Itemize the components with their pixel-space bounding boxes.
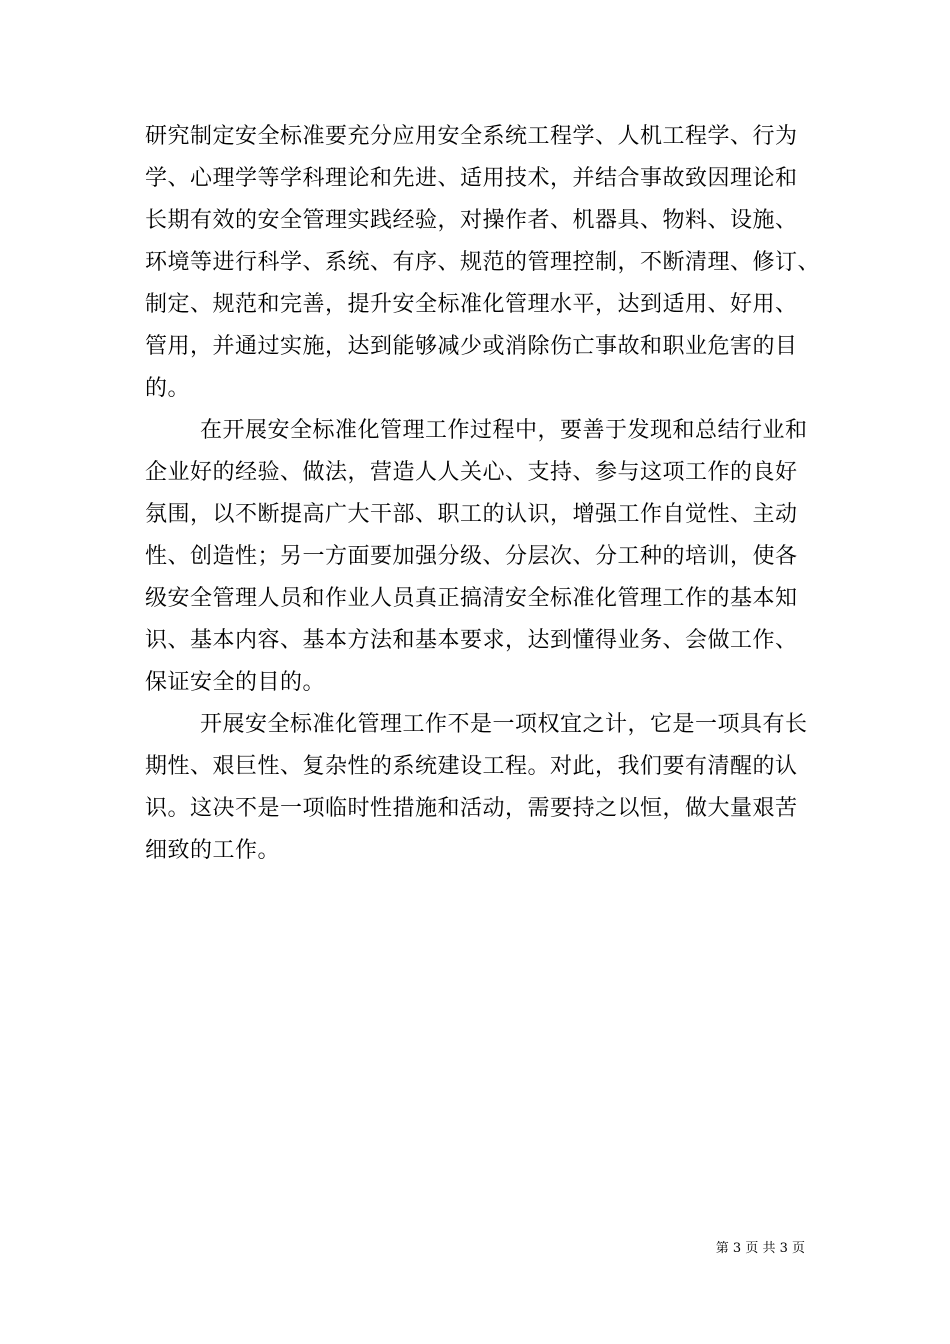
text-line: 开展安全标准化管理工作不是一项权宜之计，它是一项具有长 <box>200 712 808 737</box>
page-number-footer: 第 3 页 共 3 页 <box>715 1241 805 1256</box>
paragraph-2 <box>145 410 835 704</box>
paragraph-3 <box>145 704 835 872</box>
paragraph-1 <box>145 116 835 410</box>
text-line: 长期有效的安全管理实践经验，对操作者、机器具、物料、设施、 <box>145 208 798 233</box>
text-line: 环境等进行科学、系统、有序、规范的管理控制，不断清理、修订、 <box>145 250 821 275</box>
text-line: 识、基本内容、基本方法和基本要求，达到懂得业务、会做工作、 <box>145 628 798 653</box>
text-line: 级安全管理人员和作业人员真正搞清安全标准化管理工作的基本知 <box>145 586 798 611</box>
text-line: 企业好的经验、做法，营造人人关心、支持、参与这项工作的良好 <box>145 460 798 485</box>
text-line: 性、创造性；另一方面要加强分级、分层次、分工种的培训，使各 <box>145 544 798 569</box>
text-line: 管用，并通过实施，达到能够减少或消除伤亡事故和职业危害的目 <box>145 334 798 359</box>
text-line: 学、心理学等学科理论和先进、适用技术，并结合事故致因理论和 <box>145 166 798 191</box>
text-line: 在开展安全标准化管理工作过程中，要善于发现和总结行业和 <box>200 418 808 443</box>
text-line: 的。 <box>145 376 191 401</box>
document-body <box>145 116 835 872</box>
text-line: 保证安全的目的。 <box>145 670 326 695</box>
text-line: 细致的工作。 <box>145 838 281 863</box>
text-line: 识。这决不是一项临时性措施和活动，需要持之以恒，做大量艰苦 <box>145 796 798 821</box>
text-line: 制定、规范和完善，提升安全标准化管理水平，达到适用、好用、 <box>145 292 798 317</box>
text-line: 期性、艰巨性、复杂性的系统建设工程。对此，我们要有清醒的认 <box>145 754 798 779</box>
text-line: 氛围，以不断提高广大干部、职工的认识，增强工作自觉性、主动 <box>145 502 798 527</box>
text-line: 研究制定安全标准要充分应用安全系统工程学、人机工程学、行为 <box>145 124 798 149</box>
